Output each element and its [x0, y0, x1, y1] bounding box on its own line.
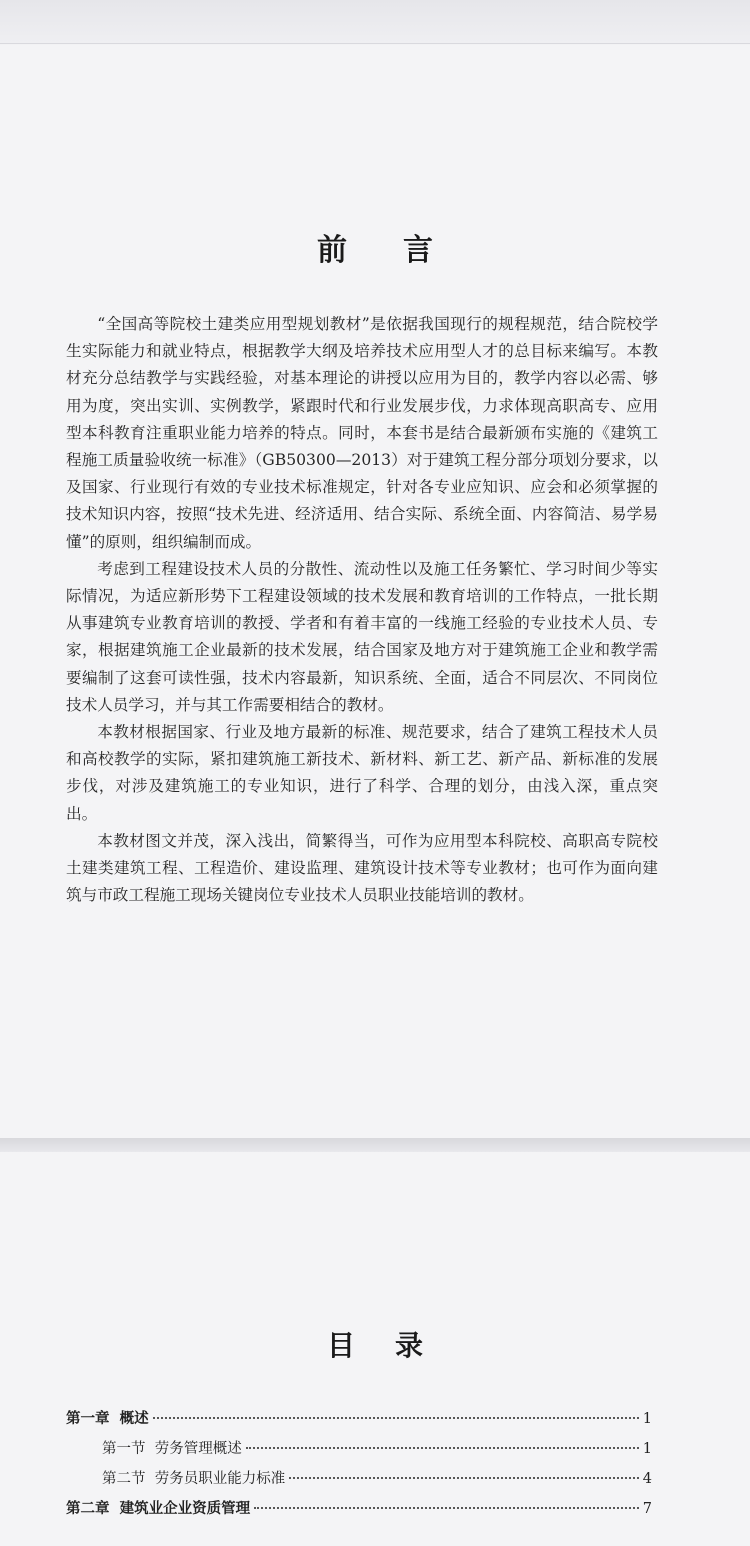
toc-entry-page: 1	[642, 1441, 652, 1457]
toc-entry-section-1-1[interactable]	[66, 1434, 652, 1464]
toc-entry-title: 劳务员职业能力标准	[154, 1471, 286, 1487]
table-of-contents	[66, 1404, 652, 1524]
toc-entry-chapter-2[interactable]	[66, 1494, 652, 1524]
toc-entry-number: 第一节	[102, 1441, 146, 1457]
preface-paragraph: 本教材图文并茂，深入浅出，简繁得当，可作为应用型本科院校、高职高专院校土建类建筑工程、工程造价、建设监理、建筑设计技术等专业教材；也可作为面向建筑与市政工程施工现场关键岗位专业技术人员职业技能培训的教材。	[66, 831, 658, 905]
toc-dot-leader	[254, 1507, 639, 1509]
toc-page	[0, 1152, 750, 1546]
toc-entry-page: 4	[642, 1471, 652, 1487]
preface-paragraph: “全国高等院校土建类应用型规划教材”是依据我国现行的规程规范，结合院校学生实际能力和就业特点，根据教学大纲及培养技术应用型人才的总目标来编写。本教材充分总结教学与实践经验，对基本理论的讲授以应用为目的，教学内容以必需、够用为度，突出实训、实例教学，紧跟时代和行业发展步伐，力求体现高职高专、应用型本科教育注重职业能力培养的特点。同时，本套书是结合最新颁布实施的《建筑工程施工质量验收统一标准》（GB50300—2013）对于建筑工程分部分项划分要求，以及国家、行业现行有效的专业技术标准规定，针对各专业应知识、应会和必须掌握的技术知识内容，按照“技术先进、经济适用、结合实际、系统全面、内容简洁、易学易懂”的原则，组织编制而成。	[66, 315, 658, 551]
preface-paragraph: 考虑到工程建设技术人员的分散性、流动性以及施工任务繁忙、学习时间少等实际情况，为适应新形势下工程建设领域的技术发展和教育培训的工作特点，一批长期从事建筑专业教育培训的教授、学者和有着丰富的一线施工经验的专业技术人员、专家，根据建筑施工企业最新的技术发展，结合国家及地方对于建筑施工企业和教学需要编制了这套可读性强，技术内容最新，知识系统、全面，适合不同层次、不同岗位技术人员学习，并与其工作需要相结合的教材。	[66, 559, 658, 714]
preface-body	[66, 311, 658, 909]
page-gap	[0, 1138, 750, 1152]
toc-dot-leader	[153, 1417, 639, 1419]
preface-title: 前言	[317, 233, 489, 268]
toc-entry-number: 第一章	[66, 1411, 110, 1427]
toc-entry-page: 1	[642, 1411, 652, 1427]
toc-entry-page: 7	[642, 1501, 652, 1517]
toc-dot-leader	[289, 1477, 639, 1479]
toc-entry-section-1-2[interactable]	[66, 1464, 652, 1494]
top-page-edge	[0, 0, 750, 44]
toc-dot-leader	[246, 1447, 639, 1449]
toc-entry-title: 概述	[119, 1411, 149, 1427]
toc-title: 目录	[326, 1329, 463, 1362]
preface-page	[0, 45, 750, 1138]
toc-entry-number: 第二节	[102, 1471, 146, 1487]
toc-entry-chapter-1[interactable]	[66, 1404, 652, 1434]
toc-entry-title: 建筑业企业资质管理	[119, 1501, 251, 1517]
toc-entry-title: 劳务管理概述	[154, 1441, 242, 1457]
toc-entry-number: 第二章	[66, 1501, 110, 1517]
preface-paragraph: 本教材根据国家、行业及地方最新的标准、规范要求，结合了建筑工程技术人员和高校教学的实际，紧扣建筑施工新技术、新材料、新工艺、新产品、新标准的发展步伐，对涉及建筑施工的专业知识，进行了科学、合理的划分，由浅入深，重点突出。	[66, 723, 658, 823]
